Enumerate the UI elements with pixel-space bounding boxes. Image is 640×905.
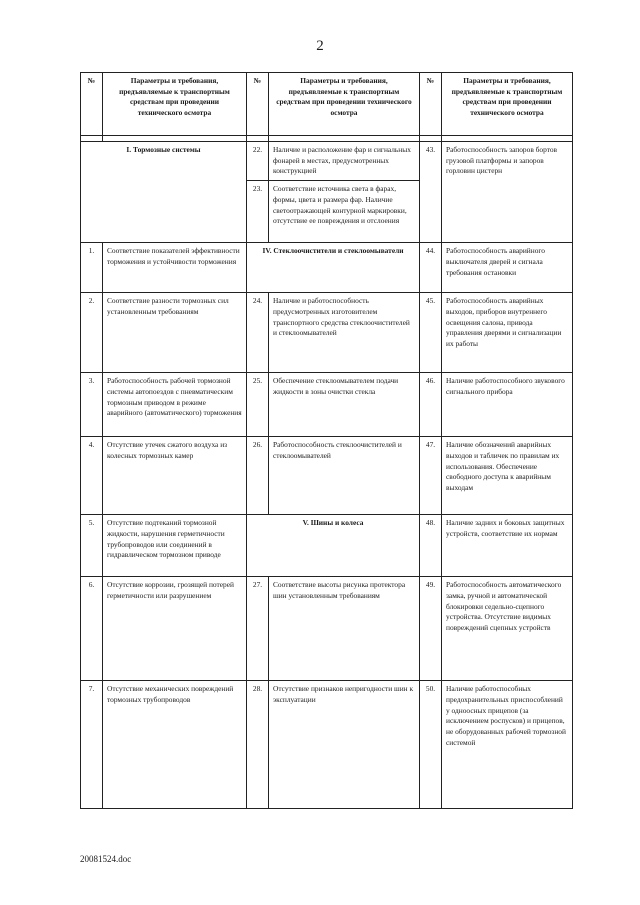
item-number: 48.	[420, 515, 442, 577]
item-text: Отсутствие признаков непригодности шин к эксплуатации	[269, 681, 420, 809]
table-row	[81, 515, 573, 577]
inspection-requirements-table	[80, 72, 573, 809]
item-text: Работоспособность запоров бортов грузовой платформы и запоров горловин цистерн	[442, 142, 573, 243]
item-text: Работоспособность рабочей тормозной системы автопоездов с пневматическим тормозным приводом в режиме аварийного (автоматического) торможения	[103, 373, 247, 437]
item-number: 44.	[420, 243, 442, 293]
item-text: Работоспособность аварийных выходов, приборов внутреннего освещения салона, привода управления дверями и сигнализации их работы	[442, 293, 573, 373]
table-row	[81, 243, 573, 293]
header-params-2: Параметры и требования, предъявляемые к транспортным средствам при проведении технического осмотра	[269, 73, 420, 136]
item-number: 47.	[420, 437, 442, 515]
item-text: Наличие и работоспособность предусмотренных изготовителем транспортного средства стеклоочистителей и стеклоомывателей	[269, 293, 420, 373]
item-number: 26.	[247, 437, 269, 515]
item-number: 25.	[247, 373, 269, 437]
item-text: Соответствие разности тормозных сил установленным требованиям	[103, 293, 247, 373]
section-wipers-heading: IV. Стеклоочистители и стеклоомыватели	[247, 243, 420, 293]
item-text: Отсутствие подтеканий тормозной жидкости, нарушения герметичности трубопроводов или соединений в гидравлическом тормозном приводе	[103, 515, 247, 577]
page-number: 2	[316, 38, 324, 54]
table-header-row	[81, 73, 573, 136]
item-text: Отсутствие механических повреждений тормозных трубопроводов	[103, 681, 247, 809]
item-number: 27.	[247, 577, 269, 681]
document-filename: 20081524.doc	[80, 854, 132, 864]
item-number: 5.	[81, 515, 103, 577]
item-text: Наличие и расположение фар и сигнальных фонарей в местах, предусмотренных конструкцией	[269, 142, 420, 181]
table-row	[81, 437, 573, 515]
item-text: Отсутствие утечек сжатого воздуха из колесных тормозных камер	[103, 437, 247, 515]
item-number: 28.	[247, 681, 269, 809]
header-num-2: №	[247, 73, 269, 136]
item-text: Отсутствие коррозии, грозящей потерей герметичности или разрушением	[103, 577, 247, 681]
table-row	[81, 373, 573, 437]
item-number: 3.	[81, 373, 103, 437]
item-text: Наличие задних и боковых защитных устройств, соответствие их нормам	[442, 515, 573, 577]
table-row	[81, 577, 573, 681]
item-number: 24.	[247, 293, 269, 373]
item-number: 1.	[81, 243, 103, 293]
item-number: 23.	[247, 181, 269, 243]
item-text: Наличие работоспособного звукового сигнального прибора	[442, 373, 573, 437]
item-number: 22.	[247, 142, 269, 181]
table-row	[81, 293, 573, 373]
header-num-3: №	[420, 73, 442, 136]
header-params-3: Параметры и требования, предъявляемые к транспортным средствам при проведении технического осмотра	[442, 73, 573, 136]
table-row	[81, 681, 573, 809]
header-num-1: №	[81, 73, 103, 136]
header-params-1: Параметры и требования, предъявляемые к транспортным средствам при проведении технического осмотра	[103, 73, 247, 136]
section-brakes-heading: I. Тормозные системы	[81, 142, 247, 243]
item-number: 4.	[81, 437, 103, 515]
item-number: 2.	[81, 293, 103, 373]
item-number: 7.	[81, 681, 103, 809]
item-text: Обеспечение стеклоомывателем подачи жидкости в зоны очистки стекла	[269, 373, 420, 437]
item-text: Соответствие источника света в фарах, формы, цвета и размера фар. Наличие светоотражающей контурной маркировки, отсутствие ее повреждения и отслоения	[269, 181, 420, 243]
item-text: Наличие работоспособных предохранительных приспособлений у одноосных прицепов (за исключением роспусков) и прицепов, не оборудованных рабочей тормозной системой	[442, 681, 573, 809]
item-number: 45.	[420, 293, 442, 373]
item-text: Соответствие высоты рисунка протектора шин установленным требованиям	[269, 577, 420, 681]
item-number: 6.	[81, 577, 103, 681]
item-text: Наличие обозначений аварийных выходов и табличек по правилам их использования. Обеспечение свободного доступа к аварийным выходам	[442, 437, 573, 515]
section-tires-heading: V. Шины и колеса	[247, 515, 420, 577]
item-number: 43.	[420, 142, 442, 243]
item-text: Соответствие показателей эффективности торможения и устойчивости торможения	[103, 243, 247, 293]
item-text: Работоспособность аварийного выключателя дверей и сигнала требования остановки	[442, 243, 573, 293]
item-number: 46.	[420, 373, 442, 437]
item-text: Работоспособность автоматического замка, ручной и автоматической блокировки седельно-сцепного устройства. Отсутствие видимых повреждений сцепных устройств	[442, 577, 573, 681]
item-number: 49.	[420, 577, 442, 681]
item-text: Работоспособность стеклоочистителей и стеклоомывателей	[269, 437, 420, 515]
item-number: 50.	[420, 681, 442, 809]
table-row	[81, 142, 573, 181]
